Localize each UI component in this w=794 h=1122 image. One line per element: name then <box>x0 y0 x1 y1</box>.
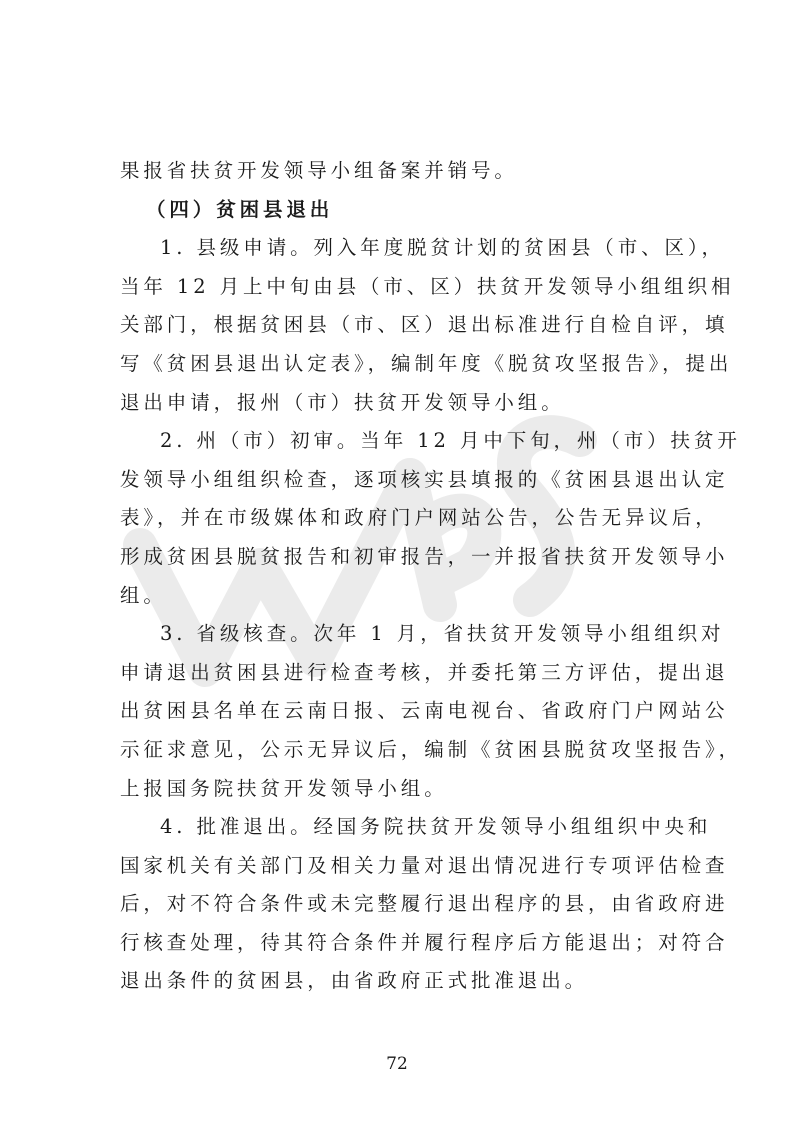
paragraph-line: 示征求意见，公示无异议后，编制《贫困县脱贫攻坚报告》， <box>120 737 743 761</box>
paragraph-line: 关部门，根据贫困县（市、区）退出标准进行自检自评，填 <box>120 313 729 337</box>
paragraph-line: 后，对不符合条件或未完整履行退出程序的县，由省政府进 <box>120 892 729 916</box>
paragraph-line: 表》，并在市级媒体和政府门户网站公告，公告无异议后， <box>120 506 719 530</box>
paragraph-line: 发领导小组组织检查，逐项核实县填报的《贫困县退出认定 <box>120 467 729 491</box>
page-number: 72 <box>386 1054 408 1074</box>
paragraph-line: 4. 批准退出。经国务院扶贫开发领导小组组织中央和 <box>160 815 712 839</box>
paragraph-line: 2. 州（市）初审。当年 12 月中下旬，州（市）扶贫开 <box>160 429 741 453</box>
paragraph-line: 3. 省级核查。次年 1 月，省扶贫开发领导小组组织对 <box>160 622 725 646</box>
paragraph-line: 组。 <box>120 583 167 607</box>
paragraph-line: 形成贫困县脱贫报告和初审报告，一并报省扶贫开发领导小 <box>120 544 729 568</box>
paragraph-line: 申请退出贫困县进行检查考核，并委托第三方评估，提出退 <box>120 660 729 684</box>
paragraph-line: 上报国务院扶贫开发领导小组。 <box>120 776 448 800</box>
paragraph-line: 退出申请，报州（市）扶贫开发领导小组。 <box>120 390 565 414</box>
paragraph-line: 当年 12 月上中旬由县（市、区）扶贫开发领导小组组织相 <box>120 274 735 298</box>
paragraph-line: 行核查处理，待其符合条件并履行程序后方能退出；对符合 <box>120 930 729 954</box>
paragraph-line: 退出条件的贫困县，由省政府正式批准退出。 <box>120 969 589 993</box>
paragraph-line: 出贫困县名单在云南日报、云南电视台、省政府门户网站公 <box>120 699 729 723</box>
paragraph-line: 1. 县级申请。列入年度脱贫计划的贫困县（市、区）， <box>160 236 725 260</box>
section-heading: （四）贫困县退出 <box>146 197 334 221</box>
paragraph-line: 写《贫困县退出认定表》，编制年度《脱贫攻坚报告》，提出 <box>120 351 733 375</box>
paragraph-line: 国家机关有关部门及相关力量对退出情况进行专项评估检查 <box>120 853 729 877</box>
body-text <box>120 152 743 1001</box>
paragraph-line: 果报省扶贫开发领导小组备案并销号。 <box>120 159 518 182</box>
